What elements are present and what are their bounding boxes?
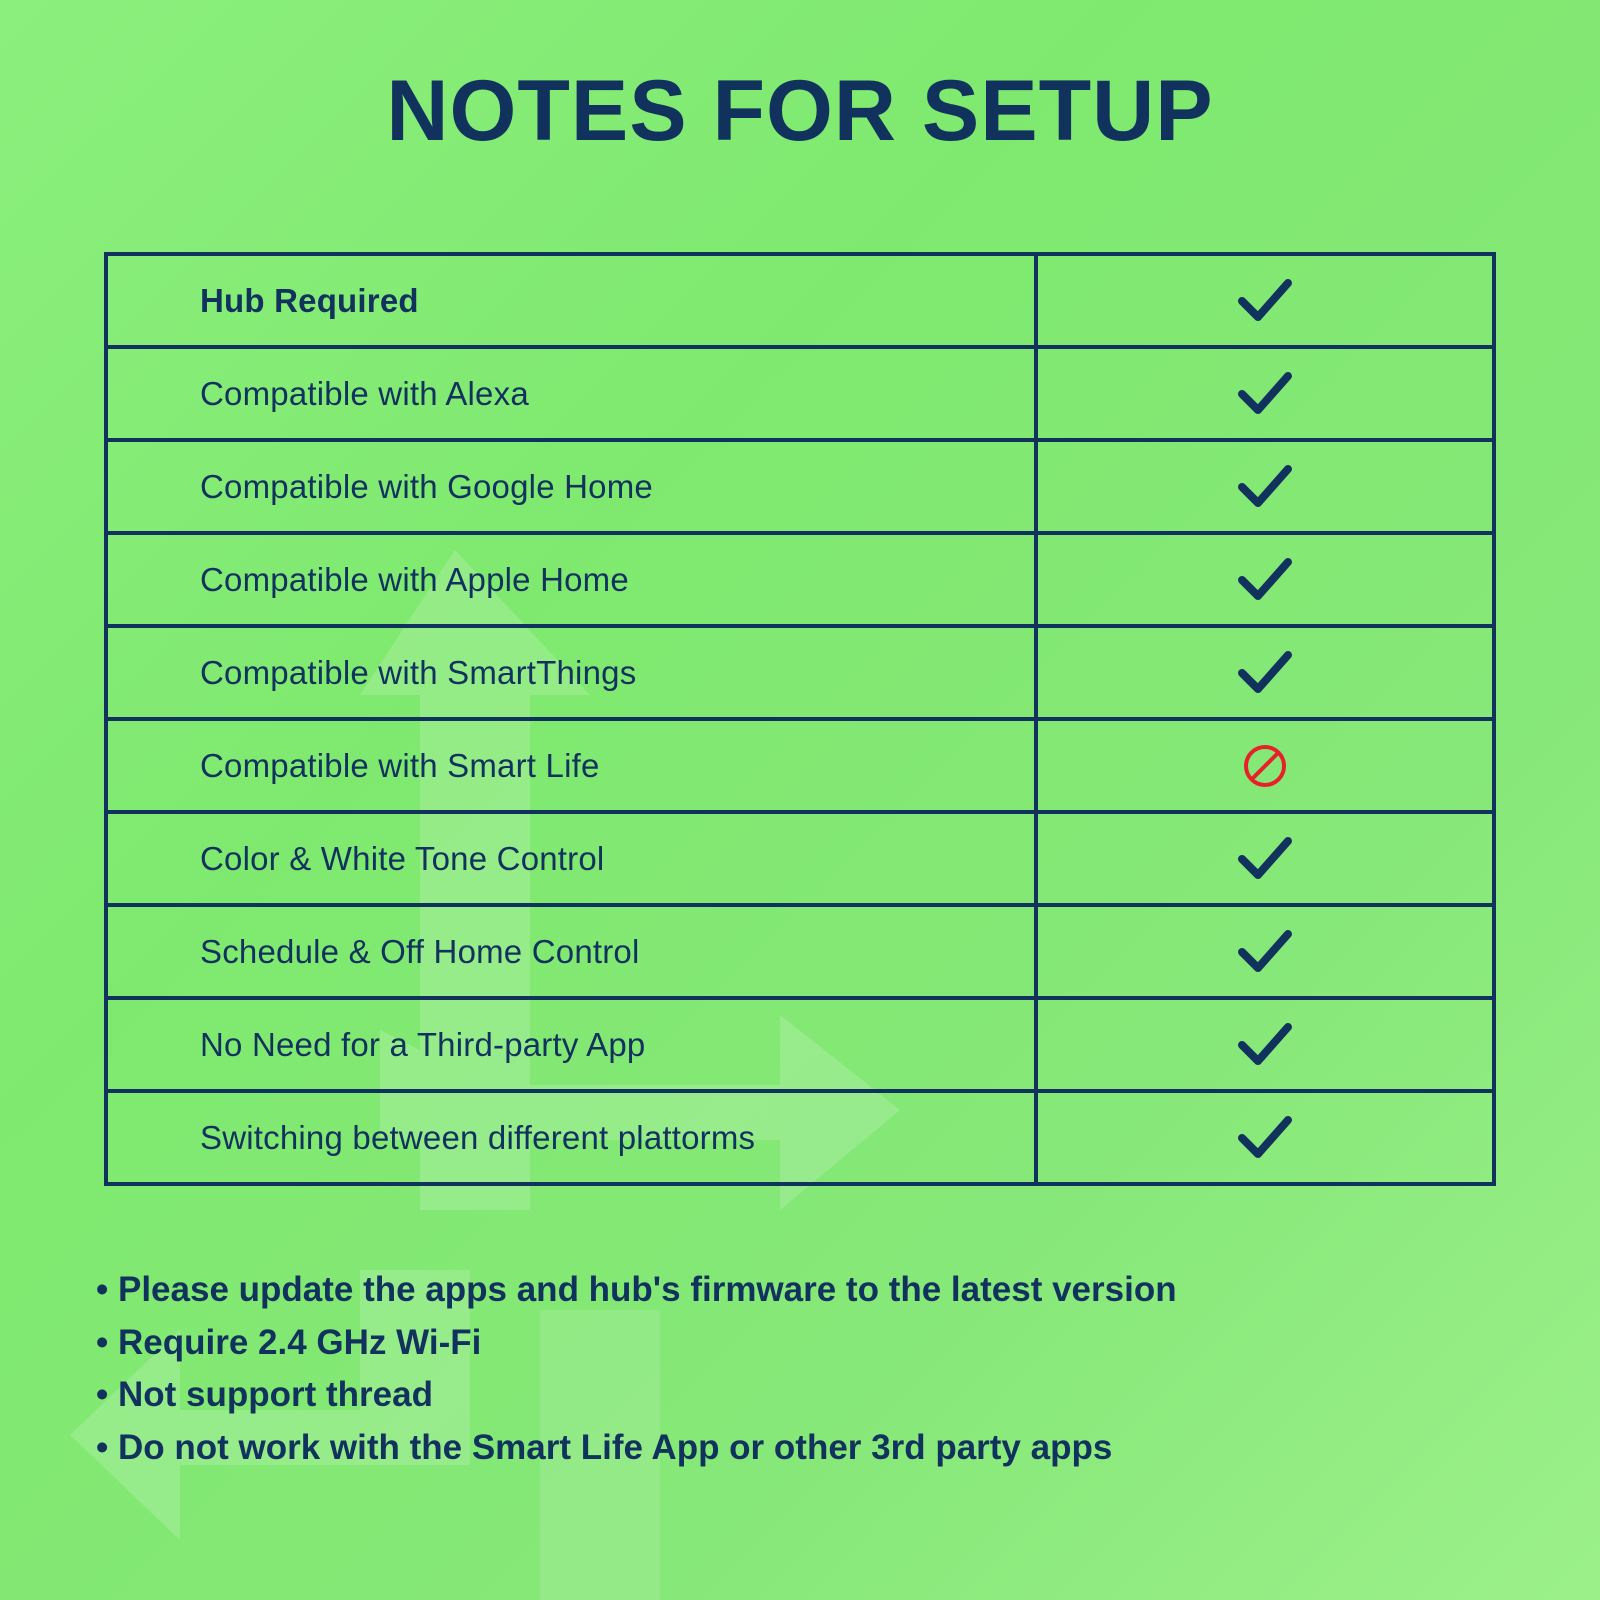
feature-label: Compatible with SmartThings [108, 628, 1038, 717]
note-item: • Not support thread [96, 1375, 433, 1415]
check-icon [1238, 928, 1292, 976]
check-icon [1238, 370, 1292, 418]
feature-mark [1038, 1093, 1492, 1182]
table-row [108, 349, 1492, 442]
feature-mark [1038, 721, 1492, 810]
note-item: • Require 2.4 GHz Wi-Fi [96, 1322, 482, 1362]
check-icon [1238, 277, 1292, 325]
notes-list [96, 1264, 1600, 1474]
feature-label: Color & White Tone Control [108, 814, 1038, 903]
feature-label: Schedule & Off Home Control [108, 907, 1038, 996]
not-supported-icon [1242, 743, 1288, 789]
feature-mark [1038, 535, 1492, 624]
check-icon [1238, 835, 1292, 883]
note-item: • Please update the apps and hub's firmware to the latest version [96, 1270, 1177, 1310]
check-icon [1238, 1114, 1292, 1162]
note-item: • Do not work with the Smart Life App or other 3rd party apps [96, 1427, 1113, 1467]
compatibility-table [104, 252, 1496, 1186]
table-row [108, 442, 1492, 535]
page-title: NOTES FOR SETUP [386, 63, 1214, 159]
feature-mark [1038, 442, 1492, 531]
check-icon [1238, 463, 1292, 511]
table-row [108, 814, 1492, 907]
feature-label: Compatible with Smart Life [108, 721, 1038, 810]
feature-mark [1038, 907, 1492, 996]
feature-label: Switching between different plattorms [108, 1093, 1038, 1182]
table-row [108, 628, 1492, 721]
feature-label: Compatible with Apple Home [108, 535, 1038, 624]
feature-mark [1038, 814, 1492, 903]
feature-mark [1038, 256, 1492, 345]
table-row [108, 256, 1492, 349]
check-icon [1238, 556, 1292, 604]
table-row [108, 1000, 1492, 1093]
feature-label: Compatible with Google Home [108, 442, 1038, 531]
table-row [108, 907, 1492, 1000]
feature-mark [1038, 628, 1492, 717]
feature-label: No Need for a Third-party App [108, 1000, 1038, 1089]
feature-mark [1038, 1000, 1492, 1089]
check-icon [1238, 1021, 1292, 1069]
table-row [108, 1093, 1492, 1186]
feature-mark [1038, 349, 1492, 438]
feature-label: Compatible with Alexa [108, 349, 1038, 438]
table-row [108, 535, 1492, 628]
feature-label: Hub Required [108, 256, 1038, 345]
table-row [108, 721, 1492, 814]
check-icon [1238, 649, 1292, 697]
